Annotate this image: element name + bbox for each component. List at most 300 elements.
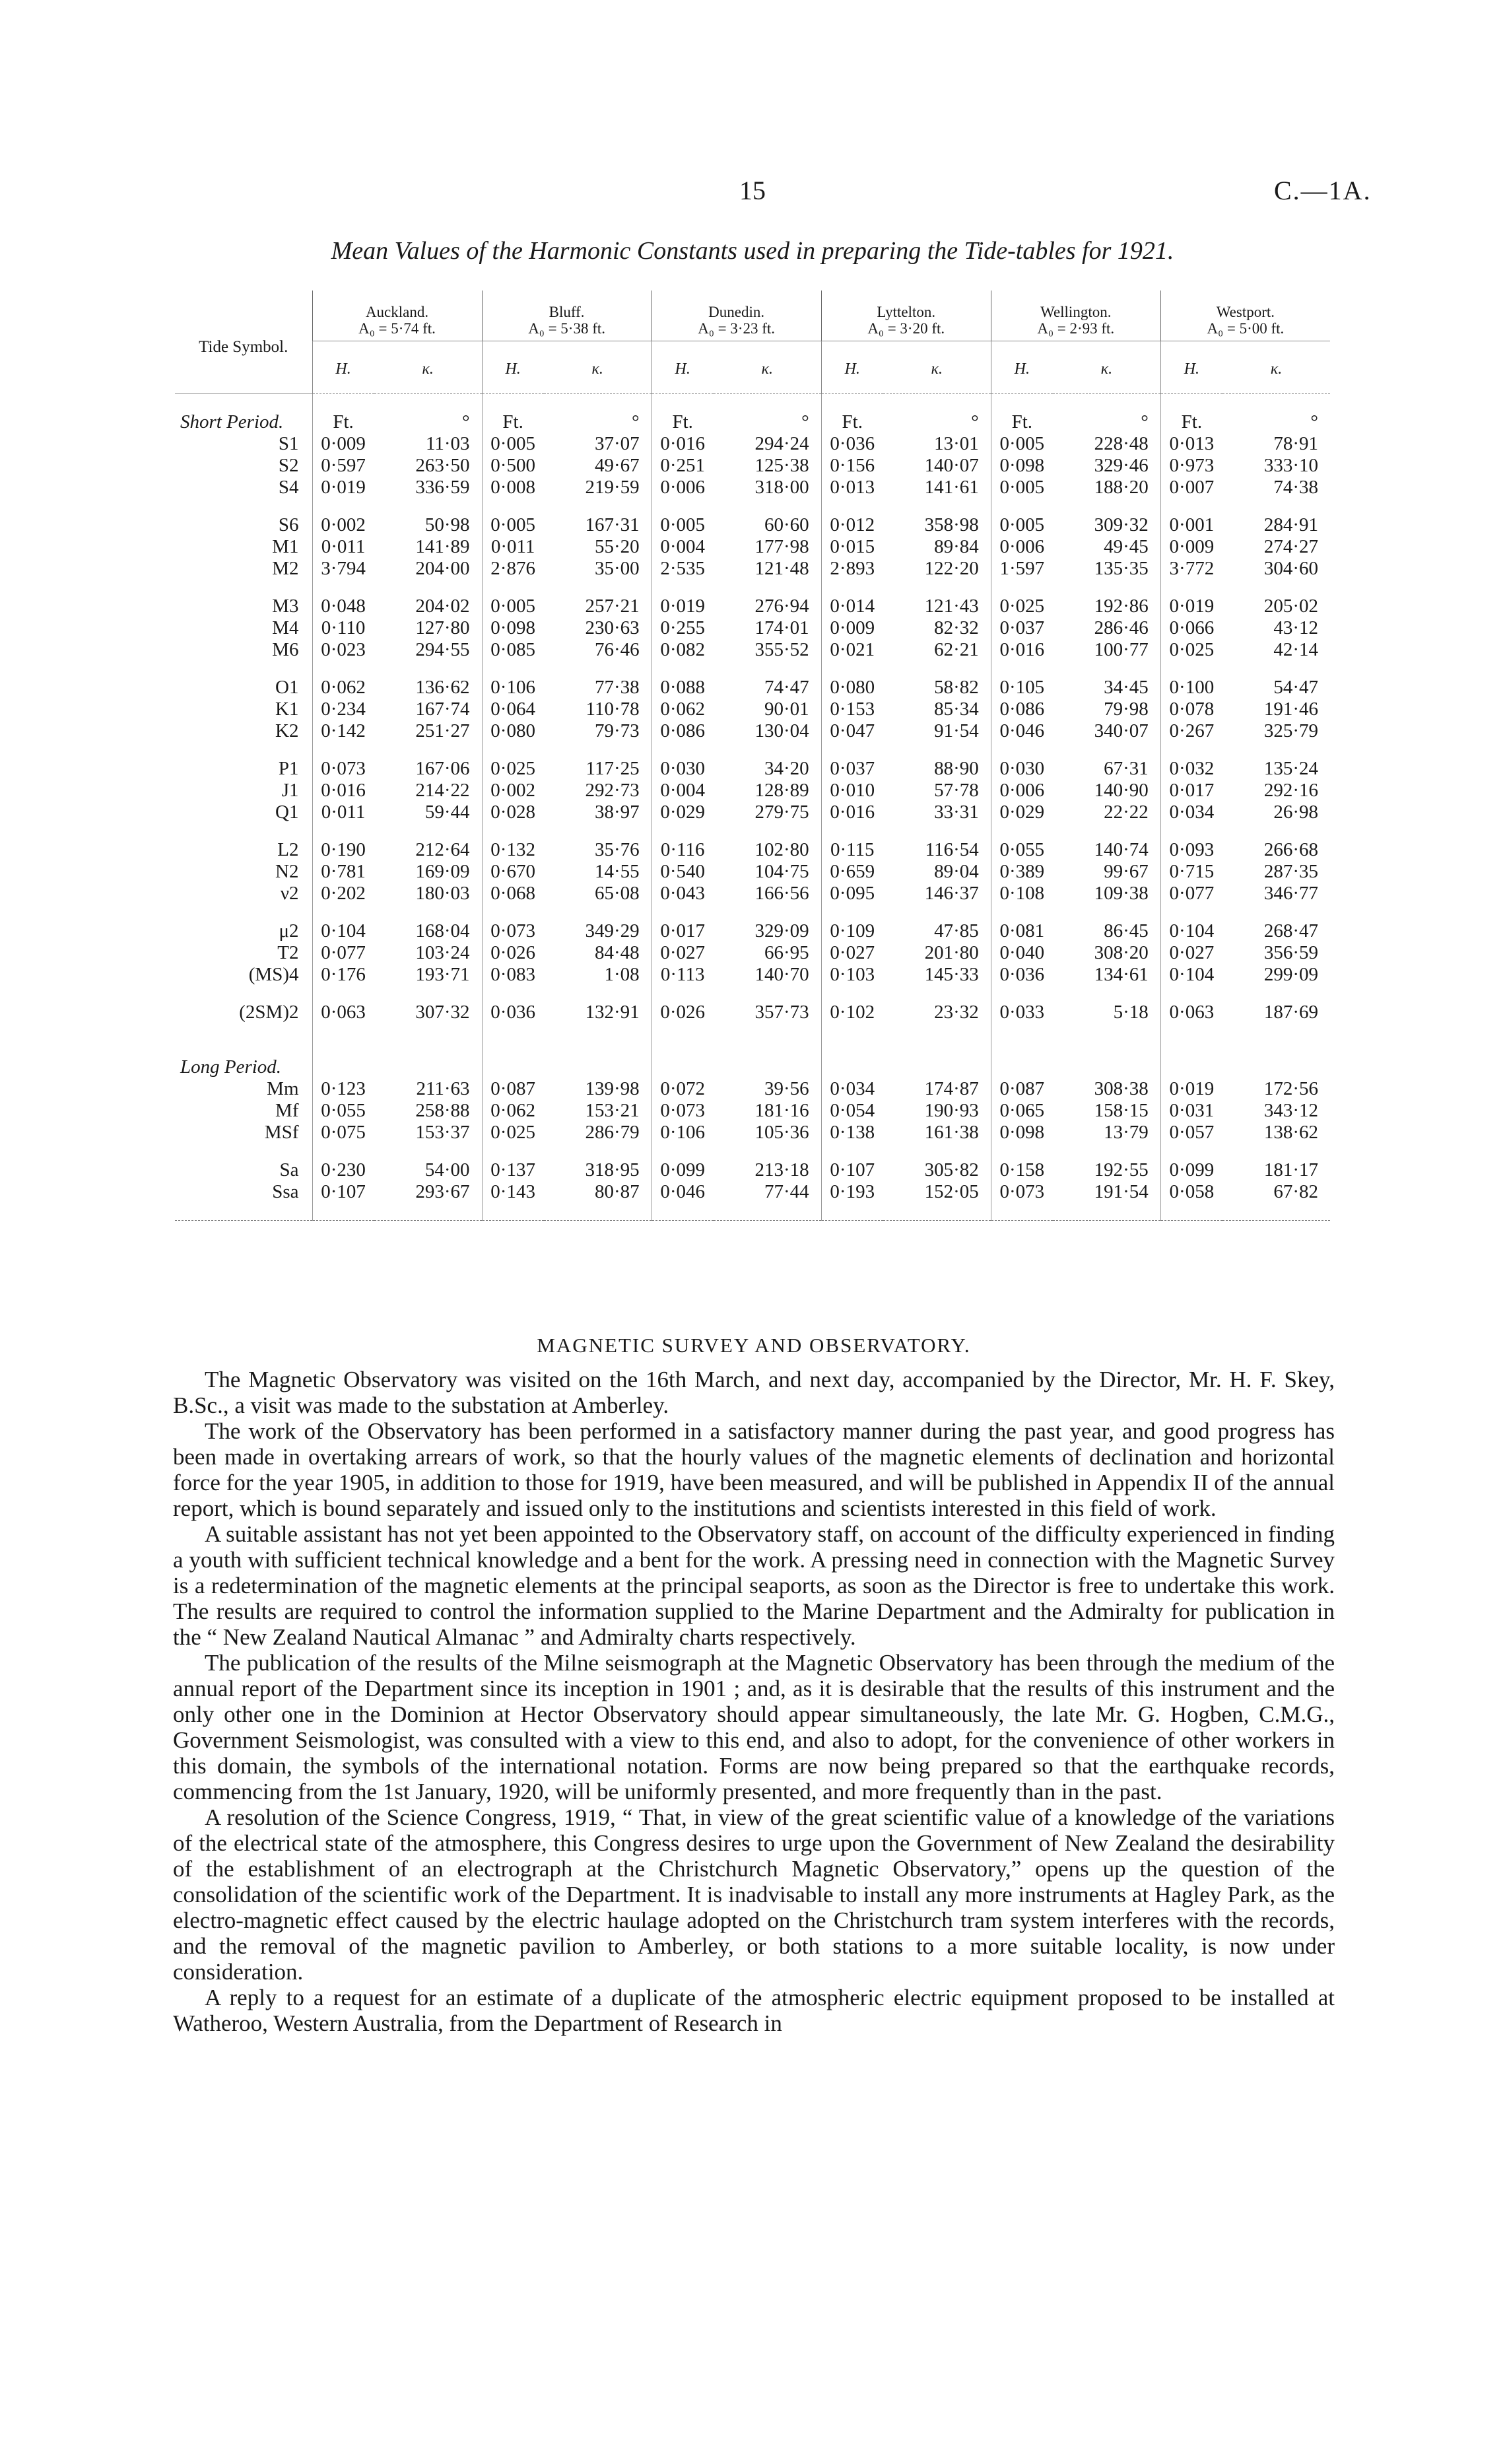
amplitude-value: 0·055 xyxy=(991,839,1053,861)
phase-value: 333·10 xyxy=(1263,455,1318,476)
spacer-cell xyxy=(374,498,482,514)
unit-deg xyxy=(1222,1039,1330,1078)
phase-value: 172·56 xyxy=(1263,1078,1318,1099)
spacer-cell xyxy=(883,498,991,514)
spacer-row xyxy=(175,1144,1330,1159)
station-header xyxy=(1160,291,1330,341)
spacer-cell xyxy=(714,580,821,596)
phase-value: 85·34 xyxy=(934,699,979,720)
phase-value: 121·48 xyxy=(754,558,809,579)
amplitude-value: 0·025 xyxy=(482,758,544,780)
phase-value: 55·20 xyxy=(594,536,640,557)
amplitude-value: 0·100 xyxy=(1160,677,1222,699)
amplitude-value: 0·017 xyxy=(1160,780,1222,802)
col-k-header: κ. xyxy=(544,341,652,394)
spacer-cell xyxy=(1053,1023,1160,1039)
spacer-cell xyxy=(175,580,312,596)
amplitude-value: 0·021 xyxy=(821,639,883,661)
phase-value: 117·25 xyxy=(585,758,640,779)
amplitude-value: 0·005 xyxy=(991,433,1053,455)
tide-symbol: K2 xyxy=(275,720,299,741)
amplitude-value: 0·032 xyxy=(1160,758,1222,780)
spacer-cell xyxy=(821,580,883,596)
amplitude-value: 0·116 xyxy=(652,839,714,861)
amplitude-value: 0·113 xyxy=(652,964,714,986)
amplitude-value: 0·001 xyxy=(1160,514,1222,536)
phase-value: 77·38 xyxy=(594,677,640,698)
phase-value: 174·01 xyxy=(754,617,809,638)
amplitude-value: 0·234 xyxy=(312,699,374,720)
spacer-cell xyxy=(991,742,1053,758)
phase-value: 349·29 xyxy=(585,920,640,941)
spacer-cell xyxy=(883,905,991,920)
spacer-cell xyxy=(312,498,374,514)
col-h-header: H. xyxy=(652,341,714,394)
phase-value: 54·00 xyxy=(424,1159,470,1181)
phase-value: 100·77 xyxy=(1094,639,1149,660)
tide-symbol: S4 xyxy=(278,477,299,498)
amplitude-value: 0·011 xyxy=(482,536,544,558)
phase-value: 307·32 xyxy=(415,1002,470,1023)
amplitude-value: 0·031 xyxy=(1160,1100,1222,1122)
amplitude-value: 0·086 xyxy=(652,720,714,742)
amplitude-value: 0·110 xyxy=(312,617,374,639)
amplitude-value: 0·040 xyxy=(991,942,1053,964)
tide-symbol: S1 xyxy=(278,433,299,454)
amplitude-value: 0·002 xyxy=(312,514,374,536)
tide-symbol-header: Tide Symbol. xyxy=(175,291,312,394)
phase-value: 84·48 xyxy=(594,942,640,963)
phase-value: 138·62 xyxy=(1263,1122,1318,1143)
spacer-cell xyxy=(482,823,544,839)
unit-deg xyxy=(544,1039,652,1078)
phase-value: 177·98 xyxy=(754,536,809,557)
amplitude-value: 0·063 xyxy=(1160,1002,1222,1023)
amplitude-value: 0·029 xyxy=(652,802,714,823)
spacer-cell xyxy=(374,905,482,920)
amplitude-value: 0·086 xyxy=(991,699,1053,720)
spacer-cell xyxy=(1053,1203,1160,1221)
amplitude-value: 0·158 xyxy=(991,1159,1053,1181)
table-row xyxy=(175,1181,1330,1203)
phase-value: 104·75 xyxy=(754,861,809,882)
phase-value: 127·80 xyxy=(415,617,470,638)
phase-value: 79·98 xyxy=(1104,699,1149,720)
amplitude-value: 0·104 xyxy=(1160,920,1222,942)
amplitude-value: 0·104 xyxy=(312,920,374,942)
phase-value: 13·01 xyxy=(934,433,979,454)
amplitude-value: 0·190 xyxy=(312,839,374,861)
phase-value: 219·59 xyxy=(585,477,640,498)
spacer-cell xyxy=(1053,1144,1160,1159)
table-row xyxy=(175,455,1330,477)
table-row xyxy=(175,699,1330,720)
spacer-cell xyxy=(991,1144,1053,1159)
amplitude-value: 0·095 xyxy=(821,883,883,905)
phase-value: 212·64 xyxy=(415,839,470,860)
spacer-cell xyxy=(714,986,821,1002)
phase-value: 110·78 xyxy=(585,699,640,720)
phase-value: 62·21 xyxy=(934,639,979,660)
tide-symbol: μ2 xyxy=(279,920,299,941)
amplitude-value: 0·142 xyxy=(312,720,374,742)
amplitude-value: 0·047 xyxy=(821,720,883,742)
phase-value: 43·12 xyxy=(1273,617,1318,638)
spacer-cell xyxy=(374,661,482,677)
spacer-cell xyxy=(482,498,544,514)
spacer-cell xyxy=(374,580,482,596)
phase-value: 336·59 xyxy=(415,477,470,498)
amplitude-value: 0·081 xyxy=(991,920,1053,942)
tide-symbol: M6 xyxy=(272,639,299,660)
phase-value: 86·45 xyxy=(1104,920,1149,941)
spacer-cell xyxy=(1160,823,1222,839)
phase-value: 78·91 xyxy=(1273,433,1318,454)
col-h-header: H. xyxy=(482,341,544,394)
unit-ft xyxy=(1160,1039,1222,1078)
phase-value: 54·47 xyxy=(1273,677,1318,698)
phase-value: 329·46 xyxy=(1094,455,1149,476)
amplitude-value: 0·389 xyxy=(991,861,1053,883)
tide-symbol: Mm xyxy=(267,1078,299,1099)
col-h-header: H. xyxy=(312,341,374,394)
amplitude-value: 0·255 xyxy=(652,617,714,639)
phase-value: 214·22 xyxy=(415,780,470,801)
amplitude-value: 0·500 xyxy=(482,455,544,477)
phase-value: 77·44 xyxy=(764,1181,809,1202)
phase-value: 294·55 xyxy=(415,639,470,660)
phase-value: 102·80 xyxy=(754,839,809,860)
amplitude-value: 0·540 xyxy=(652,861,714,883)
phase-value: 140·74 xyxy=(1094,839,1149,860)
table-row xyxy=(175,1078,1330,1100)
tide-symbol: Q1 xyxy=(275,802,299,823)
unit-ft: Ft. xyxy=(482,394,544,434)
phase-value: 318·95 xyxy=(585,1159,640,1181)
station-datum: A₀ = 3·23 ft. xyxy=(698,320,776,337)
tide-symbol: (MS)4 xyxy=(248,964,299,985)
unit-deg: ° xyxy=(632,411,640,432)
phase-value: 152·05 xyxy=(924,1181,979,1202)
table-row xyxy=(175,514,1330,536)
table-row xyxy=(175,883,1330,905)
spacer-cell xyxy=(1053,823,1160,839)
amplitude-value: 0·077 xyxy=(1160,883,1222,905)
spacer-cell xyxy=(652,1023,714,1039)
phase-value: 141·89 xyxy=(415,536,470,557)
spacer-cell xyxy=(821,1144,883,1159)
amplitude-value: 0·016 xyxy=(821,802,883,823)
amplitude-value: 0·033 xyxy=(991,1002,1053,1023)
page-number: 15 xyxy=(739,176,766,205)
phase-value: 67·31 xyxy=(1104,758,1149,779)
amplitude-value: 0·029 xyxy=(991,802,1053,823)
phase-value: 11·03 xyxy=(425,433,470,454)
tide-symbol: M2 xyxy=(272,558,299,579)
spacer-cell xyxy=(374,823,482,839)
amplitude-value: 0·026 xyxy=(652,1002,714,1023)
amplitude-value: 0·005 xyxy=(482,433,544,455)
amplitude-value: 0·107 xyxy=(312,1181,374,1203)
spacer-cell xyxy=(374,1144,482,1159)
spacer-cell xyxy=(544,986,652,1002)
phase-value: 274·27 xyxy=(1263,536,1318,557)
spacer-cell xyxy=(312,823,374,839)
phase-value: 356·59 xyxy=(1263,942,1318,963)
amplitude-value: 0·062 xyxy=(482,1100,544,1122)
amplitude-value: 0·011 xyxy=(312,802,374,823)
phase-value: 266·68 xyxy=(1263,839,1318,860)
tide-symbol: J1 xyxy=(281,780,299,801)
amplitude-value: 0·036 xyxy=(821,433,883,455)
amplitude-value: 0·046 xyxy=(991,720,1053,742)
spacer-cell xyxy=(312,742,374,758)
amplitude-value: 0·106 xyxy=(482,677,544,699)
phase-value: 132·91 xyxy=(585,1002,640,1023)
station-datum: A₀ = 5·00 ft. xyxy=(1207,320,1285,337)
report-paragraph: A reply to a request for an estimate of a duplicate of the atmospheric electric equipment proposed to be installed at Watheroo, Western Australia, from the Department of Research in xyxy=(173,1985,1335,2036)
unit-deg: ° xyxy=(1141,411,1149,432)
phase-value: 35·76 xyxy=(594,839,640,860)
amplitude-value: 0·046 xyxy=(652,1181,714,1203)
unit-deg: ° xyxy=(461,411,470,432)
tide-symbol: MSf xyxy=(264,1122,299,1143)
phase-value: 128·89 xyxy=(754,780,809,801)
amplitude-value: 0·009 xyxy=(821,617,883,639)
amplitude-value: 2·535 xyxy=(652,558,714,580)
spacer-cell xyxy=(991,986,1053,1002)
phase-value: 230·63 xyxy=(585,617,640,638)
spacer-cell xyxy=(482,742,544,758)
spacer-cell xyxy=(652,742,714,758)
amplitude-value: 0·107 xyxy=(821,1159,883,1181)
unit-deg xyxy=(883,1039,991,1078)
spacer-cell xyxy=(1160,1144,1222,1159)
document-code: C.—1A. xyxy=(1274,176,1372,205)
spacer-cell xyxy=(1053,580,1160,596)
spacer-cell xyxy=(1160,742,1222,758)
spacer-cell xyxy=(175,1203,312,1221)
phase-value: 191·54 xyxy=(1094,1181,1149,1202)
amplitude-value: 0·066 xyxy=(1160,617,1222,639)
amplitude-value: 0·027 xyxy=(1160,942,1222,964)
section-row xyxy=(175,1039,1330,1078)
amplitude-value: 0·005 xyxy=(991,477,1053,498)
spacer-cell xyxy=(714,1023,821,1039)
spacer-row xyxy=(175,742,1330,758)
spacer-cell xyxy=(1160,580,1222,596)
amplitude-value: 0·176 xyxy=(312,964,374,986)
amplitude-value: 0·087 xyxy=(991,1078,1053,1100)
spacer-cell xyxy=(312,986,374,1002)
section-heading: MAGNETIC SURVEY AND OBSERVATORY. xyxy=(537,1334,971,1357)
spacer-cell xyxy=(821,905,883,920)
amplitude-value: 0·019 xyxy=(1160,596,1222,617)
table-row xyxy=(175,839,1330,861)
spacer-cell xyxy=(1053,661,1160,677)
unit-deg xyxy=(714,1039,821,1078)
phase-value: 187·69 xyxy=(1263,1002,1318,1023)
spacer-row xyxy=(175,580,1330,596)
station-header xyxy=(482,291,652,341)
amplitude-value: 0·006 xyxy=(991,536,1053,558)
station-name: Wellington. xyxy=(1040,304,1112,320)
phase-value: 105·36 xyxy=(754,1122,809,1143)
spacer-cell xyxy=(1222,823,1330,839)
phase-value: 166·56 xyxy=(754,883,809,904)
spacer-cell xyxy=(1053,905,1160,920)
phase-value: 34·45 xyxy=(1104,677,1149,698)
station-header xyxy=(991,291,1160,341)
phase-value: 122·20 xyxy=(924,558,979,579)
spacer-cell xyxy=(312,661,374,677)
phase-value: 161·38 xyxy=(924,1122,979,1143)
spacer-cell xyxy=(883,580,991,596)
amplitude-value: 0·088 xyxy=(652,677,714,699)
amplitude-value: 0·109 xyxy=(821,920,883,942)
amplitude-value: 0·597 xyxy=(312,455,374,477)
phase-value: 82·32 xyxy=(934,617,979,638)
spacer-cell xyxy=(1160,1203,1222,1221)
station-header xyxy=(312,291,482,341)
phase-value: 228·48 xyxy=(1094,433,1149,454)
spacer-cell xyxy=(652,498,714,514)
phase-value: 263·50 xyxy=(415,455,470,476)
phase-value: 109·38 xyxy=(1094,883,1149,904)
amplitude-value: 0·036 xyxy=(991,964,1053,986)
col-k-header: κ. xyxy=(883,341,991,394)
phase-value: 191·46 xyxy=(1263,699,1318,720)
spacer-cell xyxy=(544,498,652,514)
amplitude-value: 0·230 xyxy=(312,1159,374,1181)
section-label: Long Period. xyxy=(180,1056,282,1078)
spacer-cell xyxy=(1160,1023,1222,1039)
spacer-cell xyxy=(991,498,1053,514)
amplitude-value: 0·004 xyxy=(652,536,714,558)
spacer-cell xyxy=(482,1203,544,1221)
amplitude-value: 0·073 xyxy=(991,1181,1053,1203)
spacer-cell xyxy=(714,742,821,758)
phase-value: 91·54 xyxy=(934,720,979,741)
phase-value: 140·90 xyxy=(1094,780,1149,801)
amplitude-value: 0·007 xyxy=(1160,477,1222,498)
phase-value: 50·98 xyxy=(424,514,470,535)
table-row xyxy=(175,617,1330,639)
station-datum: A₀ = 2·93 ft. xyxy=(1037,320,1115,337)
spacer-cell xyxy=(312,905,374,920)
phase-value: 47·85 xyxy=(934,920,979,941)
phase-value: 284·91 xyxy=(1263,514,1318,535)
unit-deg xyxy=(374,1039,482,1078)
phase-value: 26·98 xyxy=(1273,802,1318,823)
amplitude-value: 0·781 xyxy=(312,861,374,883)
phase-value: 134·61 xyxy=(1094,964,1149,985)
phase-value: 60·60 xyxy=(764,514,809,535)
amplitude-value: 0·012 xyxy=(821,514,883,536)
tide-symbol: M3 xyxy=(272,596,299,617)
table-row xyxy=(175,1159,1330,1181)
table-row xyxy=(175,477,1330,498)
spacer-cell xyxy=(652,661,714,677)
tide-symbol: P1 xyxy=(278,758,299,779)
report-body xyxy=(173,1367,1335,2036)
phase-value: 158·15 xyxy=(1094,1100,1149,1121)
amplitude-value: 0·058 xyxy=(1160,1181,1222,1203)
unit-ft: Ft. xyxy=(1160,394,1222,434)
phase-value: 42·14 xyxy=(1273,639,1318,660)
amplitude-value: 0·098 xyxy=(482,617,544,639)
amplitude-value: 0·004 xyxy=(652,780,714,802)
amplitude-value: 0·055 xyxy=(312,1100,374,1122)
spacer-cell xyxy=(1160,498,1222,514)
phase-value: 67·82 xyxy=(1273,1181,1318,1202)
amplitude-value: 1·597 xyxy=(991,558,1053,580)
amplitude-value: 0·063 xyxy=(312,1002,374,1023)
amplitude-value: 0·093 xyxy=(1160,839,1222,861)
amplitude-value: 0·143 xyxy=(482,1181,544,1203)
amplitude-value: 0·073 xyxy=(312,758,374,780)
spacer-cell xyxy=(175,986,312,1002)
amplitude-value: 0·023 xyxy=(312,639,374,661)
phase-value: 140·07 xyxy=(924,455,979,476)
amplitude-value: 0·017 xyxy=(652,920,714,942)
amplitude-value: 0·025 xyxy=(1160,639,1222,661)
amplitude-value: 0·005 xyxy=(482,596,544,617)
phase-value: 308·38 xyxy=(1094,1078,1149,1099)
spacer-cell xyxy=(1053,498,1160,514)
station-name: Dunedin. xyxy=(708,304,765,320)
phase-value: 74·47 xyxy=(764,677,809,698)
spacer-cell xyxy=(544,1023,652,1039)
phase-value: 343·12 xyxy=(1263,1100,1318,1121)
amplitude-value: 0·073 xyxy=(482,920,544,942)
amplitude-value: 0·659 xyxy=(821,861,883,883)
phase-value: 167·74 xyxy=(415,699,470,720)
station-header xyxy=(652,291,821,341)
spacer-cell xyxy=(1222,1023,1330,1039)
spacer-cell xyxy=(482,905,544,920)
spacer-cell xyxy=(821,986,883,1002)
spacer-cell xyxy=(821,823,883,839)
amplitude-value: 0·098 xyxy=(991,1122,1053,1144)
spacer-cell xyxy=(374,986,482,1002)
amplitude-value: 0·102 xyxy=(821,1002,883,1023)
station-datum: A₀ = 5·74 ft. xyxy=(358,320,436,337)
phase-value: 14·55 xyxy=(594,861,640,882)
phase-value: 38·97 xyxy=(594,802,640,823)
col-h-header: H. xyxy=(1160,341,1222,394)
phase-value: 286·79 xyxy=(585,1122,640,1143)
amplitude-value: 0·251 xyxy=(652,455,714,477)
tide-symbol: Sa xyxy=(279,1159,299,1181)
spacer-cell xyxy=(374,1023,482,1039)
tide-symbol: M4 xyxy=(272,617,299,638)
phase-value: 90·01 xyxy=(764,699,809,720)
phase-value: 304·60 xyxy=(1263,558,1318,579)
spacer-cell xyxy=(883,742,991,758)
station-datum: A₀ = 3·20 ft. xyxy=(867,320,945,337)
table-row xyxy=(175,639,1330,661)
phase-value: 135·24 xyxy=(1263,758,1318,779)
table-row xyxy=(175,596,1330,617)
phase-value: 141·61 xyxy=(924,477,979,498)
spacer-row xyxy=(175,823,1330,839)
phase-value: 167·31 xyxy=(585,514,640,535)
spacer-cell xyxy=(175,1144,312,1159)
spacer-cell xyxy=(544,661,652,677)
phase-value: 22·22 xyxy=(1104,802,1149,823)
amplitude-value: 0·014 xyxy=(821,596,883,617)
